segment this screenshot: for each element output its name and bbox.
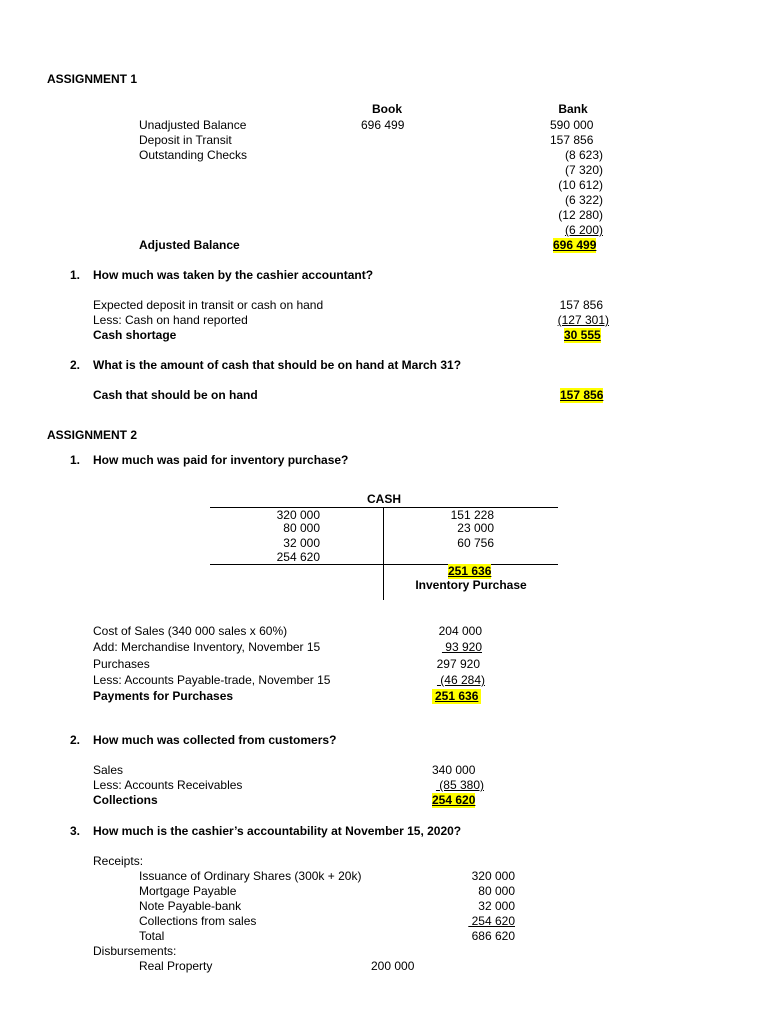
merchandise-inventory-value: 93 920 xyxy=(441,640,482,654)
a2-question1-text: How much was paid for inventory purchase? xyxy=(93,453,349,467)
payments-for-purchases-value: 251 636 xyxy=(432,689,481,704)
a2-question3-number: 3. xyxy=(70,824,81,838)
collections-value: 254 620 xyxy=(432,793,476,807)
receipt-item-label: Collections from sales xyxy=(139,914,257,928)
t-account-balance: 251 636 xyxy=(448,564,492,578)
outstanding-check-amount: (10 612) xyxy=(558,178,603,192)
t-account-debit: 320 000 xyxy=(276,508,320,522)
unadjusted-balance-book: 696 499 xyxy=(361,118,405,132)
a2-question2-number: 2. xyxy=(70,733,81,747)
a1-question1-text: How much was taken by the cashier accountant? xyxy=(93,268,374,282)
cash-on-hand-reported-label: Less: Cash on hand reported xyxy=(93,313,248,327)
expected-deposit-value: 157 856 xyxy=(559,298,603,312)
cash-on-hand-label: Cash that should be on hand xyxy=(93,388,258,402)
receipt-item-value: 254 620 xyxy=(468,914,515,928)
cash-shortage-label: Cash shortage xyxy=(93,328,177,342)
a2-question1-number: 1. xyxy=(70,453,81,467)
t-account-balance-label: Inventory Purchase xyxy=(415,578,527,592)
cash-shortage-value: 30 555 xyxy=(564,328,601,342)
receipt-item-label: Mortgage Payable xyxy=(139,884,237,898)
t-account-debit: 80 000 xyxy=(283,521,320,535)
t-account-title: CASH xyxy=(366,492,401,506)
outstanding-checks-label: Outstanding Checks xyxy=(139,148,248,162)
collections-label: Collections xyxy=(93,793,158,807)
sales-label: Sales xyxy=(93,763,124,777)
unadjusted-balance-label: Unadjusted Balance xyxy=(139,118,247,132)
cost-of-sales-value: 204 000 xyxy=(438,624,482,638)
disbursement-item-value: 200 000 xyxy=(371,959,415,973)
purchases-value: 297 920 xyxy=(436,657,480,671)
receipt-item-value: 32 000 xyxy=(478,899,515,913)
t-account-center-rule xyxy=(383,507,384,600)
receipt-item-label: Note Payable-bank xyxy=(139,899,242,913)
accounts-receivables-value: (85 380) xyxy=(435,778,484,792)
cash-on-hand-reported-value: (127 301) xyxy=(557,313,609,327)
bank-column-header: Bank xyxy=(558,102,588,116)
disbursements-label: Disbursements: xyxy=(93,944,177,958)
merchandise-inventory-label: Add: Merchandise Inventory, November 15 xyxy=(93,640,321,654)
adjusted-balance-bank: 696 499 xyxy=(553,238,597,252)
t-account-credit: 23 000 xyxy=(457,521,494,535)
sales-value: 340 000 xyxy=(432,763,476,777)
outstanding-check-amount: (12 280) xyxy=(558,208,603,222)
a1-question2-text: What is the amount of cash that should be on hand at March 31? xyxy=(93,358,462,372)
t-account-balance-rule xyxy=(210,564,558,565)
expected-deposit-label: Expected deposit in transit or cash on hand xyxy=(93,298,324,312)
receipts-total-label: Total xyxy=(139,929,165,943)
disbursement-item-label: Real Property xyxy=(139,959,213,973)
receipts-total-value: 686 620 xyxy=(471,929,515,943)
a2-question3-text: How much is the cashier’s accountability at November 15, 2020? xyxy=(93,824,462,838)
payments-for-purchases-label: Payments for Purchases xyxy=(93,689,234,703)
outstanding-check-amount: (6 322) xyxy=(564,193,603,207)
adjusted-balance-label: Adjusted Balance xyxy=(139,238,240,252)
receipt-item-value: 80 000 xyxy=(478,884,515,898)
receipt-item-label: Issuance of Ordinary Shares (300k + 20k) xyxy=(139,869,362,883)
assignment1-heading: ASSIGNMENT 1 xyxy=(47,72,138,86)
accounts-payable-value: (46 284) xyxy=(436,673,485,687)
a2-question2-text: How much was collected from customers? xyxy=(93,733,337,747)
t-account-debit: 32 000 xyxy=(283,536,320,550)
cost-of-sales-label: Cost of Sales (340 000 sales x 60%) xyxy=(93,624,288,638)
outstanding-check-amount: (7 320) xyxy=(564,163,603,177)
unadjusted-balance-bank: 590 000 xyxy=(550,118,594,132)
t-account-credit: 60 756 xyxy=(457,536,494,550)
book-column-header: Book xyxy=(372,102,402,116)
deposit-in-transit-bank: 157 856 xyxy=(550,133,594,147)
t-account-credit: 151 228 xyxy=(450,508,494,522)
t-account-debit: 254 620 xyxy=(276,550,320,564)
a1-question2-number: 2. xyxy=(70,358,81,372)
deposit-in-transit-label: Deposit in Transit xyxy=(139,133,232,147)
receipts-label: Receipts: xyxy=(93,854,144,868)
receipt-item-value: 320 000 xyxy=(471,869,515,883)
assignment2-heading: ASSIGNMENT 2 xyxy=(47,428,138,442)
accounts-receivables-label: Less: Accounts Receivables xyxy=(93,778,243,792)
outstanding-check-amount: (8 623) xyxy=(564,148,603,162)
outstanding-check-amount: (6 200) xyxy=(564,223,603,237)
accounts-payable-label: Less: Accounts Payable-trade, November 15 xyxy=(93,673,331,687)
purchases-label: Purchases xyxy=(93,657,150,671)
cash-on-hand-value: 157 856 xyxy=(560,388,604,402)
a1-question1-number: 1. xyxy=(70,268,81,282)
